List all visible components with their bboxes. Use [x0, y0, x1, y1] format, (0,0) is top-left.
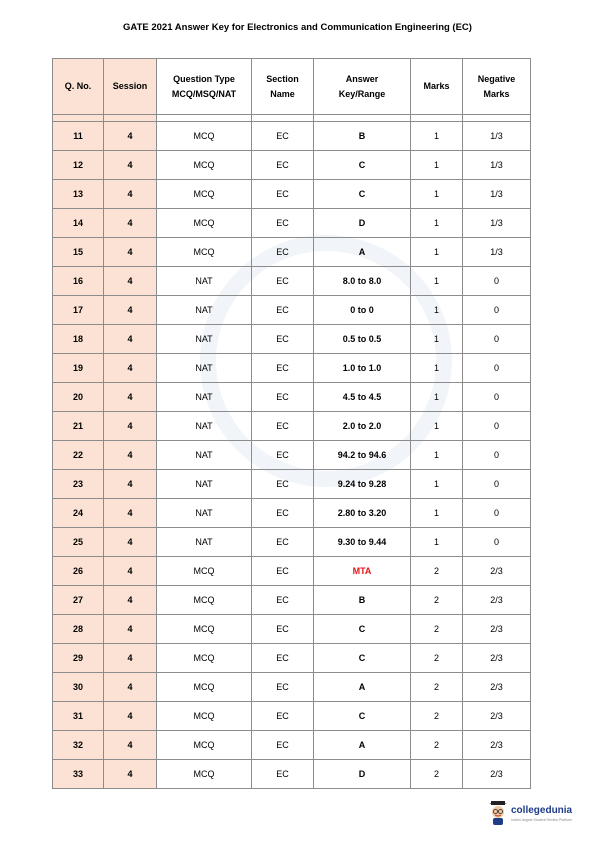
table-row	[53, 296, 531, 325]
session-cell: 4	[104, 354, 157, 383]
qno-cell: 16	[53, 267, 104, 296]
section-cell: EC	[252, 470, 314, 499]
qno-cell: 14	[53, 209, 104, 238]
question-type-cell: MCQ	[157, 702, 252, 731]
session-cell: 4	[104, 499, 157, 528]
marks-cell: 1	[411, 470, 463, 499]
marks-cell: 1	[411, 267, 463, 296]
col-answer-header	[314, 59, 411, 115]
qno-cell: 28	[53, 615, 104, 644]
question-type-cell: MCQ	[157, 731, 252, 760]
session-cell: 4	[104, 412, 157, 441]
answer-cell: 94.2 to 94.6	[314, 441, 411, 470]
session-cell: 4	[104, 760, 157, 789]
session-cell: 4	[104, 238, 157, 267]
qno-cell: 22	[53, 441, 104, 470]
negative-marks-cell: 1/3	[463, 209, 531, 238]
question-type-cell: MCQ	[157, 238, 252, 267]
qno-cell: 27	[53, 586, 104, 615]
qno-cell: 11	[53, 122, 104, 151]
negative-marks-cell: 1/3	[463, 151, 531, 180]
question-type-cell: MCQ	[157, 760, 252, 789]
question-type-cell: NAT	[157, 267, 252, 296]
table-body	[53, 122, 531, 789]
col-section-header	[252, 59, 314, 115]
marks-cell: 2	[411, 760, 463, 789]
negative-marks-cell: 0	[463, 354, 531, 383]
answer-cell: 2.80 to 3.20	[314, 499, 411, 528]
negative-marks-cell: 2/3	[463, 615, 531, 644]
question-type-cell: MCQ	[157, 180, 252, 209]
col-marks-header: Marks	[411, 59, 463, 115]
table-row	[53, 383, 531, 412]
answer-cell: 0 to 0	[314, 296, 411, 325]
negative-marks-cell: 0	[463, 296, 531, 325]
section-cell: EC	[252, 412, 314, 441]
answer-cell: A	[314, 731, 411, 760]
answer-cell: C	[314, 151, 411, 180]
session-cell: 4	[104, 557, 157, 586]
negative-marks-cell: 1/3	[463, 180, 531, 209]
spacer-cell	[463, 115, 531, 122]
section-cell: EC	[252, 296, 314, 325]
table-row	[53, 528, 531, 557]
negative-marks-cell: 0	[463, 499, 531, 528]
marks-cell: 1	[411, 238, 463, 267]
session-cell: 4	[104, 122, 157, 151]
table-row	[53, 673, 531, 702]
qno-cell: 25	[53, 528, 104, 557]
spacer-cell	[104, 115, 157, 122]
col-negative-header	[463, 59, 531, 115]
negative-marks-cell: 0	[463, 412, 531, 441]
negative-marks-cell: 2/3	[463, 557, 531, 586]
answer-cell: MTA	[314, 557, 411, 586]
section-cell: EC	[252, 122, 314, 151]
negative-marks-cell: 2/3	[463, 702, 531, 731]
marks-cell: 1	[411, 528, 463, 557]
qno-cell: 18	[53, 325, 104, 354]
marks-cell: 2	[411, 615, 463, 644]
negative-marks-cell: 2/3	[463, 673, 531, 702]
section-cell: EC	[252, 325, 314, 354]
section-cell: EC	[252, 383, 314, 412]
logo-tagline: India's largest Student Review Platform	[511, 818, 572, 822]
answer-cell: 2.0 to 2.0	[314, 412, 411, 441]
marks-cell: 1	[411, 180, 463, 209]
table-row	[53, 122, 531, 151]
col-section-line2: Name	[270, 88, 295, 99]
marks-cell: 1	[411, 325, 463, 354]
question-type-cell: MCQ	[157, 151, 252, 180]
header-spacer-row	[53, 115, 531, 122]
table-row	[53, 470, 531, 499]
qno-cell: 15	[53, 238, 104, 267]
session-cell: 4	[104, 151, 157, 180]
question-type-cell: NAT	[157, 412, 252, 441]
marks-cell: 1	[411, 151, 463, 180]
col-qtype-line1: Question Type	[173, 73, 235, 84]
logo-brand-text: collegedunia	[511, 805, 573, 816]
page-title: GATE 2021 Answer Key for Electronics and Communication Engineering (EC)	[123, 22, 472, 33]
question-type-cell: MCQ	[157, 644, 252, 673]
session-cell: 4	[104, 470, 157, 499]
session-cell: 4	[104, 180, 157, 209]
question-type-cell: NAT	[157, 499, 252, 528]
answer-cell: A	[314, 238, 411, 267]
table-row	[53, 760, 531, 789]
col-negative-line1: Negative	[477, 73, 516, 84]
table-row	[53, 209, 531, 238]
question-type-cell: NAT	[157, 354, 252, 383]
section-cell: EC	[252, 238, 314, 267]
table-row	[53, 644, 531, 673]
section-cell: EC	[252, 731, 314, 760]
qno-cell: 17	[53, 296, 104, 325]
session-cell: 4	[104, 586, 157, 615]
session-cell: 4	[104, 325, 157, 354]
negative-marks-cell: 2/3	[463, 586, 531, 615]
answer-cell: C	[314, 615, 411, 644]
qno-cell: 26	[53, 557, 104, 586]
negative-marks-cell: 1/3	[463, 122, 531, 151]
qno-cell: 21	[53, 412, 104, 441]
session-cell: 4	[104, 673, 157, 702]
negative-marks-cell: 0	[463, 383, 531, 412]
negative-marks-cell: 2/3	[463, 644, 531, 673]
marks-cell: 2	[411, 586, 463, 615]
question-type-cell: MCQ	[157, 209, 252, 238]
section-cell: EC	[252, 586, 314, 615]
qno-cell: 19	[53, 354, 104, 383]
answer-cell: C	[314, 180, 411, 209]
answer-cell: C	[314, 644, 411, 673]
question-type-cell: MCQ	[157, 673, 252, 702]
table-row	[53, 180, 531, 209]
table-row	[53, 354, 531, 383]
section-cell: EC	[252, 354, 314, 383]
negative-marks-cell: 0	[463, 267, 531, 296]
qno-cell: 33	[53, 760, 104, 789]
section-cell: EC	[252, 180, 314, 209]
marks-cell: 1	[411, 296, 463, 325]
marks-cell: 1	[411, 354, 463, 383]
student-mascot-icon	[488, 800, 508, 826]
qno-cell: 24	[53, 499, 104, 528]
section-cell: EC	[252, 441, 314, 470]
answer-cell: B	[314, 122, 411, 151]
col-qtype-header	[157, 59, 252, 115]
answer-cell: C	[314, 702, 411, 731]
answer-cell: 9.30 to 9.44	[314, 528, 411, 557]
table-row	[53, 702, 531, 731]
session-cell: 4	[104, 441, 157, 470]
answer-cell: D	[314, 760, 411, 789]
section-cell: EC	[252, 151, 314, 180]
session-cell: 4	[104, 731, 157, 760]
spacer-cell	[314, 115, 411, 122]
qno-cell: 30	[53, 673, 104, 702]
table-row	[53, 151, 531, 180]
negative-marks-cell: 0	[463, 470, 531, 499]
question-type-cell: MCQ	[157, 557, 252, 586]
marks-cell: 1	[411, 122, 463, 151]
question-type-cell: MCQ	[157, 586, 252, 615]
qno-cell: 13	[53, 180, 104, 209]
section-cell: EC	[252, 673, 314, 702]
col-answer-line2: Key/Range	[338, 88, 386, 99]
question-type-cell: NAT	[157, 441, 252, 470]
table-row	[53, 557, 531, 586]
spacer-cell	[157, 115, 252, 122]
table-row	[53, 586, 531, 615]
table-row	[53, 412, 531, 441]
marks-cell: 1	[411, 441, 463, 470]
table-row	[53, 325, 531, 354]
question-type-cell: MCQ	[157, 615, 252, 644]
qno-cell: 29	[53, 644, 104, 673]
table-header	[53, 59, 531, 122]
marks-cell: 1	[411, 383, 463, 412]
question-type-cell: NAT	[157, 296, 252, 325]
marks-cell: 1	[411, 209, 463, 238]
marks-cell: 2	[411, 644, 463, 673]
session-cell: 4	[104, 528, 157, 557]
answer-cell: A	[314, 673, 411, 702]
marks-cell: 2	[411, 702, 463, 731]
negative-marks-cell: 1/3	[463, 238, 531, 267]
col-answer-line1: Answer	[345, 73, 379, 84]
marks-cell: 2	[411, 557, 463, 586]
answer-cell: 1.0 to 1.0	[314, 354, 411, 383]
qno-cell: 23	[53, 470, 104, 499]
answer-cell: B	[314, 586, 411, 615]
section-cell: EC	[252, 267, 314, 296]
answer-cell: 9.24 to 9.28	[314, 470, 411, 499]
table-row	[53, 441, 531, 470]
question-type-cell: NAT	[157, 383, 252, 412]
negative-marks-cell: 0	[463, 528, 531, 557]
session-cell: 4	[104, 209, 157, 238]
negative-marks-cell: 0	[463, 441, 531, 470]
col-qno-header: Q. No.	[53, 59, 104, 115]
negative-marks-cell: 2/3	[463, 731, 531, 760]
table-row	[53, 238, 531, 267]
qno-cell: 12	[53, 151, 104, 180]
section-cell: EC	[252, 499, 314, 528]
answer-cell: 8.0 to 8.0	[314, 267, 411, 296]
col-section-line1: Section	[266, 73, 299, 84]
col-session-header: Session	[104, 59, 157, 115]
qno-cell: 31	[53, 702, 104, 731]
qno-cell: 32	[53, 731, 104, 760]
session-cell: 4	[104, 383, 157, 412]
section-cell: EC	[252, 615, 314, 644]
marks-cell: 2	[411, 731, 463, 760]
spacer-cell	[53, 115, 104, 122]
answer-key-table	[52, 58, 531, 789]
section-cell: EC	[252, 557, 314, 586]
section-cell: EC	[252, 760, 314, 789]
spacer-cell	[411, 115, 463, 122]
question-type-cell: NAT	[157, 470, 252, 499]
qno-cell: 20	[53, 383, 104, 412]
answer-cell: 0.5 to 0.5	[314, 325, 411, 354]
session-cell: 4	[104, 702, 157, 731]
negative-marks-cell: 2/3	[463, 760, 531, 789]
session-cell: 4	[104, 644, 157, 673]
section-cell: EC	[252, 528, 314, 557]
table-row	[53, 499, 531, 528]
spacer-cell	[252, 115, 314, 122]
answer-cell: D	[314, 209, 411, 238]
answer-cell: 4.5 to 4.5	[314, 383, 411, 412]
section-cell: EC	[252, 209, 314, 238]
marks-cell: 1	[411, 499, 463, 528]
collegedunia-logo	[488, 798, 578, 830]
table-row	[53, 731, 531, 760]
question-type-cell: NAT	[157, 325, 252, 354]
col-qtype-line2: MCQ/MSQ/NAT	[171, 88, 237, 99]
question-type-cell: MCQ	[157, 122, 252, 151]
col-negative-line2: Marks	[483, 88, 510, 99]
question-type-cell: NAT	[157, 528, 252, 557]
table-row	[53, 615, 531, 644]
session-cell: 4	[104, 296, 157, 325]
marks-cell: 1	[411, 412, 463, 441]
session-cell: 4	[104, 267, 157, 296]
marks-cell: 2	[411, 673, 463, 702]
negative-marks-cell: 0	[463, 325, 531, 354]
table-row	[53, 267, 531, 296]
session-cell: 4	[104, 615, 157, 644]
section-cell: EC	[252, 702, 314, 731]
section-cell: EC	[252, 644, 314, 673]
